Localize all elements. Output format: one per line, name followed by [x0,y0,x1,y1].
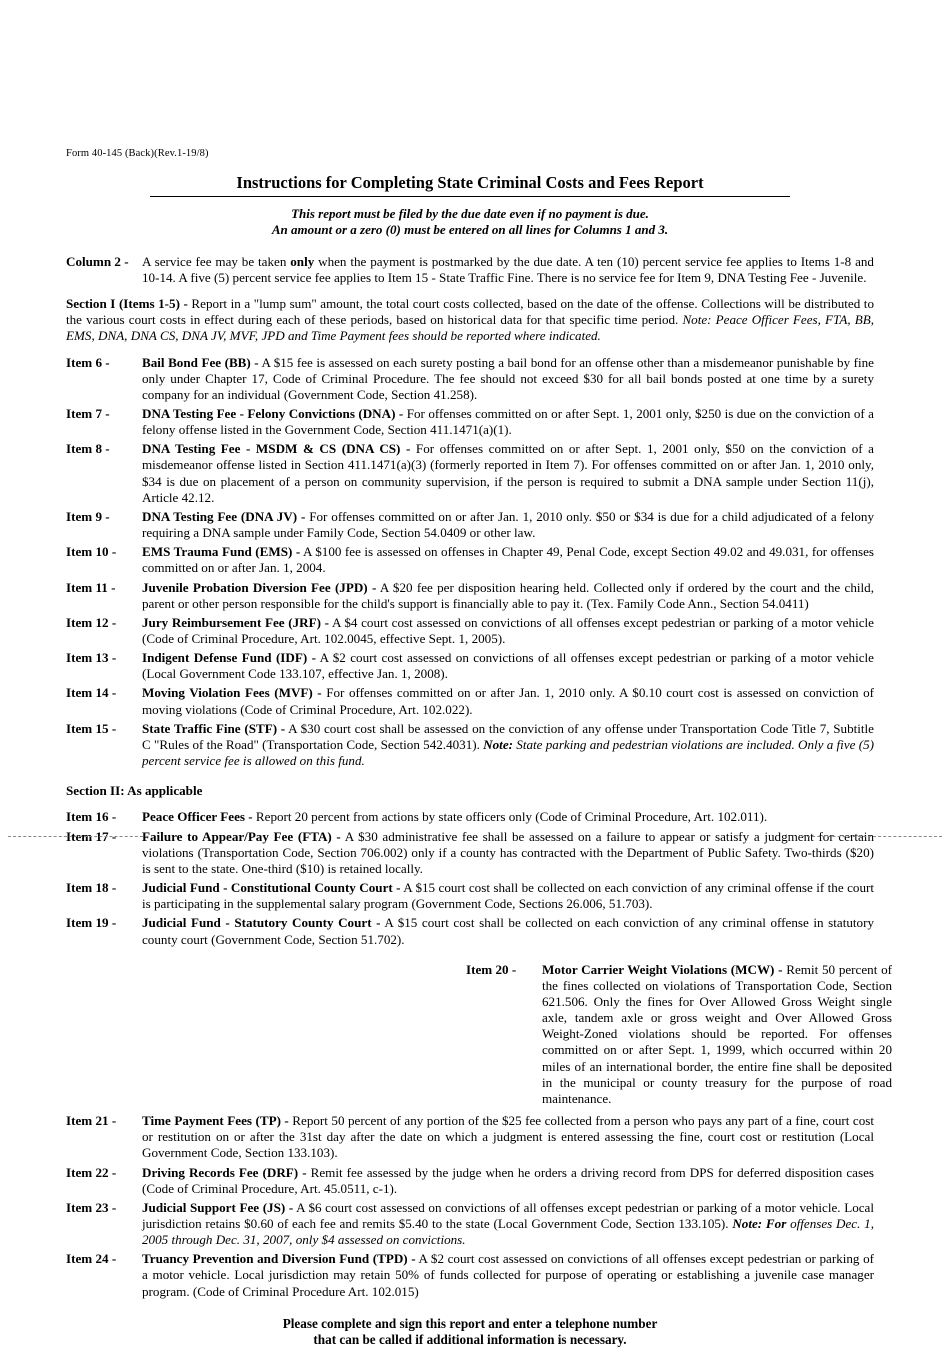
item-11-body: A $20 fee per disposition hearing held. Collected only if ordered by the court and the child, parent or other person responsible for the child's support is financially able to pay it. (Tex. Family Code Ann., Section 54.0411) [142,579,874,611]
item-18-label: Item 18 - [66,880,117,896]
item-24-label: Item 24 - [66,1251,117,1267]
item-10-title: EMS Trauma Fund (EMS) - [142,544,301,560]
column2-bold-only: only [290,253,315,269]
item-11-title: Juvenile Probation Diversion Fee (JPD) - [142,579,377,595]
item-8 [66,441,874,506]
item-23-title: Judicial Support Fee (JS) - [142,1199,294,1215]
item-18-body: A $15 court cost shall be collected on each conviction of any criminal offense if the court is participating in the supplemental salary program (Government Code, Sections 26.006, 51.703). [142,880,875,912]
item-6 [66,355,874,403]
item-24 [66,1251,874,1299]
item-12-label: Item 12 - [66,614,117,630]
column2-text-b: when the payment is postmarked by the due date. A ten (10) percent service fee applies to Items 1-8 and 10-14. A five (5) percent service fee applies to Item 15 - State Traffic Fine. There is no service fee for Item 9, DNA Testing Fee - Juvenile. [142,253,874,285]
item-11-label: Item 11 - [66,579,116,595]
item-19 [66,915,874,947]
item-19-body: A $15 court cost shall be collected on each conviction of any criminal offense in statutory county court (Government Code, Section 51.702). [142,915,874,947]
item-9-title: DNA Testing Fee (DNA JV) - [142,508,306,524]
item-9 [66,509,874,541]
item-7-title: DNA Testing Fee - Felony Convictions (DNA) - [142,405,404,421]
item-20 [466,962,892,1107]
item-9-body: For offenses committed on or after Jan. 1, 2010 only. $50 or $34 is due for a child adjudicated of a felony requiring a DNA sample under Family Code, Section 54.0409 or other law. [142,508,874,541]
item-13-body: A $2 court cost assessed on convictions of all offenses except pedestrian or parking of a motor vehicle (Local Government Code 133.107, effective Jan. 1, 2008). [142,650,874,682]
subtitle-line-1: This report must be filed by the due date even if no payment is due. [291,206,649,221]
item-21-title: Time Payment Fees (TP) - [142,1113,289,1129]
section1-paragraph [66,296,874,344]
item-22-title: Driving Records Fee (DRF) - [142,1164,307,1180]
item-23 [66,1200,874,1248]
column2-label: Column 2 - [66,253,129,269]
item-20-label: Item 20 - [466,961,517,977]
item-15-label: Item 15 - [66,720,117,736]
item-18 [66,880,874,912]
closing-line-1: Please complete and sign this report and enter a telephone number [282,1315,658,1331]
item-23-body: A $6 court cost assessed on convictions of all offenses except pedestrian or parking of a motor vehicle. Local jurisdiction retains $0.60 of each fee and remits $5.40 to the state (Local Government Code, Section 133.105). [142,1199,875,1231]
item-11 [66,580,874,612]
item-12-title: Jury Reimbursement Fee (JRF) - [142,614,330,630]
item-22 [66,1165,874,1197]
item-16-body: Report 20 percent from actions by state officers only (Code of Criminal Procedure, Art. 102.011). [252,809,768,825]
form-id: Form 40-145 (Back)(Rev.1-19/8) [66,148,209,159]
closing-note [66,1316,874,1349]
item-10 [66,544,874,576]
item-13-title: Indigent Defense Fund (IDF) - [142,650,316,666]
subtitle-line-2: An amount or a zero (0) must be entered on all lines for Columns 1 and 3. [271,221,669,237]
item-16-title: Peace Officer Fees - [142,809,253,825]
item-15 [66,721,874,769]
item-9-label: Item 9 - [66,508,110,524]
item-10-label: Item 10 - [66,544,117,560]
item-8-label: Item 8 - [66,441,110,457]
column2-paragraph [66,254,874,286]
item-13 [66,650,874,682]
item-15-title: State Traffic Fine (STF) - [142,720,286,736]
item-13-label: Item 13 - [66,650,117,666]
item-6-body: A $15 fee is assessed on each surety posting a bail bond for an offense other than a misdemeanor punishable by fine only under Chapter 17, Code of Criminal Procedure. The fee should not exceed $30 for all bail bonds posted at one time by a surety company for an individual (Government Code, Section 41.258). [142,354,874,402]
item-24-title: Truancy Prevention and Diversion Fund (TPD) - [142,1251,416,1267]
item-20-title: Motor Carrier Weight Violations (MCW) - [542,961,783,977]
item-20-body: Remit 50 percent of the fines collected on violations of Transportation Code, Section 621.506. Only the fines for Over Allowed Gross Weight single axle, tandem axle or gross weight and Over Allowed Gross Weight-Zoned violations should be reported. For offenses committed on or after Sept. 1, 1999, which occurred within 20 miles of an international border, the entire fine shall be deposited in the municipal or county treasury for the purpose of road maintenance. [542,961,892,1106]
item-23-note-bold: Note: For [732,1216,787,1231]
section1-text: Report in a "lump sum" amount, the total court costs collected, based on the date of the offense. Collections will be distributed to the various court costs in effect during each of these periods, based on historical data for that specific time period. [66,296,874,328]
closing-line-2: that can be called if additional information is necessary. [313,1332,627,1348]
item-8-body: For offenses committed on or after Sept. 1, 2001 only, $50 on the conviction of a misdemeanor offense listed in Section 411.1471(a)(3) (formerly reported in Item 7). For offenses committed on or after Jan. 1, 2010 only, $34 is due on placement of a person on community supervision, if the person is required to submit a DNA sample under Section 11(j), Article 42.12. [142,441,874,505]
item-15-body: A $30 court cost shall be assessed on the conviction of any offense under Transportation Code Title 7, Subtitle C "Rules of the Road" (Transportation Code, Section 542.4031). [142,720,874,752]
column2-text-a: A service fee may be taken [142,253,291,269]
item-23-label: Item 23 - [66,1199,117,1215]
section2-label: Section II: [66,783,125,799]
item-14-body: For offenses committed on or after Jan. 1, 2010 only. A $0.10 court cost is assessed on conviction of moving violations (Code of Criminal Procedure, Art. 102.022). [142,685,874,717]
section1-label: Section I (Items 1-5) - [66,296,188,312]
page-title: Instructions for Completing State Criminal Costs and Fees Report [150,173,790,197]
item-7-label: Item 7 - [66,405,110,421]
item-14 [66,685,874,717]
item-17-title: Failure to Appear/Pay Fee (FTA) - [142,828,341,844]
subtitle [66,206,874,238]
item-8-title: DNA Testing Fee - MSDM & CS (DNA CS) - [142,441,411,457]
item-16 [66,809,874,825]
item-15-note-italic: State parking and pedestrian violations are included. Only a five (5) percent service fee is allowed on this fund. [142,736,874,769]
item-22-body: Remit fee assessed by the judge when he orders a driving record from DPS for deferred disposition cases (Code of Criminal Procedure, Art. 45.0511, c-1). [142,1164,874,1196]
item-21 [66,1113,874,1161]
item-14-title: Moving Violation Fees (MVF) - [142,685,322,701]
item-7 [66,406,874,438]
item-17-label: Item 17 - [66,828,117,844]
crop-mark-left [8,836,148,837]
item-18-title: Judicial Fund - Constitutional County Court - [142,880,401,896]
item-17 [66,829,874,877]
item-14-label: Item 14 - [66,685,117,701]
item-19-title: Judicial Fund - Statutory County Court - [142,915,381,931]
item-21-label: Item 21 - [66,1113,117,1129]
item-12-body: A $4 court cost assessed on convictions of all offenses except pedestrian or parking of a motor vehicle (Code of Criminal Procedure, Art. 102.0045, effective Sept. 1, 2005). [142,614,874,646]
item-6-title: Bail Bond Fee (BB) - [142,354,259,370]
item-6-label: Item 6 - [66,354,110,370]
item-16-label: Item 16 - [66,809,117,825]
item-24-body: A $2 court cost assessed on convictions of all offenses except pedestrian or parking of a motor vehicle. Local jurisdiction may retain 50% of funds collected for purpose of operating or establishing a juvenile case manager program. (Code of Criminal Procedure Art. 102.015) [142,1251,874,1299]
crop-mark-right [802,836,942,837]
section2-text: As applicable [124,783,203,799]
item-10-body: A $100 fee is assessed on offenses in Chapter 49, Penal Code, except Section 49.02 and 49.031, for offenses committed on or after Jan. 1, 2004. [142,544,875,576]
item-22-label: Item 22 - [66,1164,117,1180]
item-12 [66,615,874,647]
section1-note: Note: Peace Officer Fees, FTA, BB, EMS, DNA, DNA CS, DNA JV, MVF, JPD and Time Payment fees should be reported where indicated. [66,312,874,344]
item-23-note-italic: offenses Dec. 1, 2005 through Dec. 31, 2007, only $4 assessed on convictions. [142,1216,874,1248]
item-21-body: Report 50 percent of any portion of the $25 fee collected from a person who pays any part of a fine, court cost or restitution on or after the 31st day after the date on which a judgment is entered assessing the fine, court cost or restitution (Local Government Code, Section 133.103). [142,1113,875,1161]
item-7-body: For offenses committed on or after Sept. 1, 2001 only, $250 is due on the conviction of a felony offense listed in the Government Code, Section 411.1471(a)(1). [142,405,874,438]
item-15-note-bold: Note: [483,736,517,752]
item-17-body: A $30 administrative fee shall be assessed on a failure to appear or satisfy a judgment for certain violations (Transportation Code, Section 706.002) only if a county has contracted with the Department of Public Safety. Two-thirds ($20) is sent to the state. One-third ($10) is retained locally. [142,828,874,876]
section2-heading [66,783,874,799]
item-19-label: Item 19 - [66,915,117,931]
